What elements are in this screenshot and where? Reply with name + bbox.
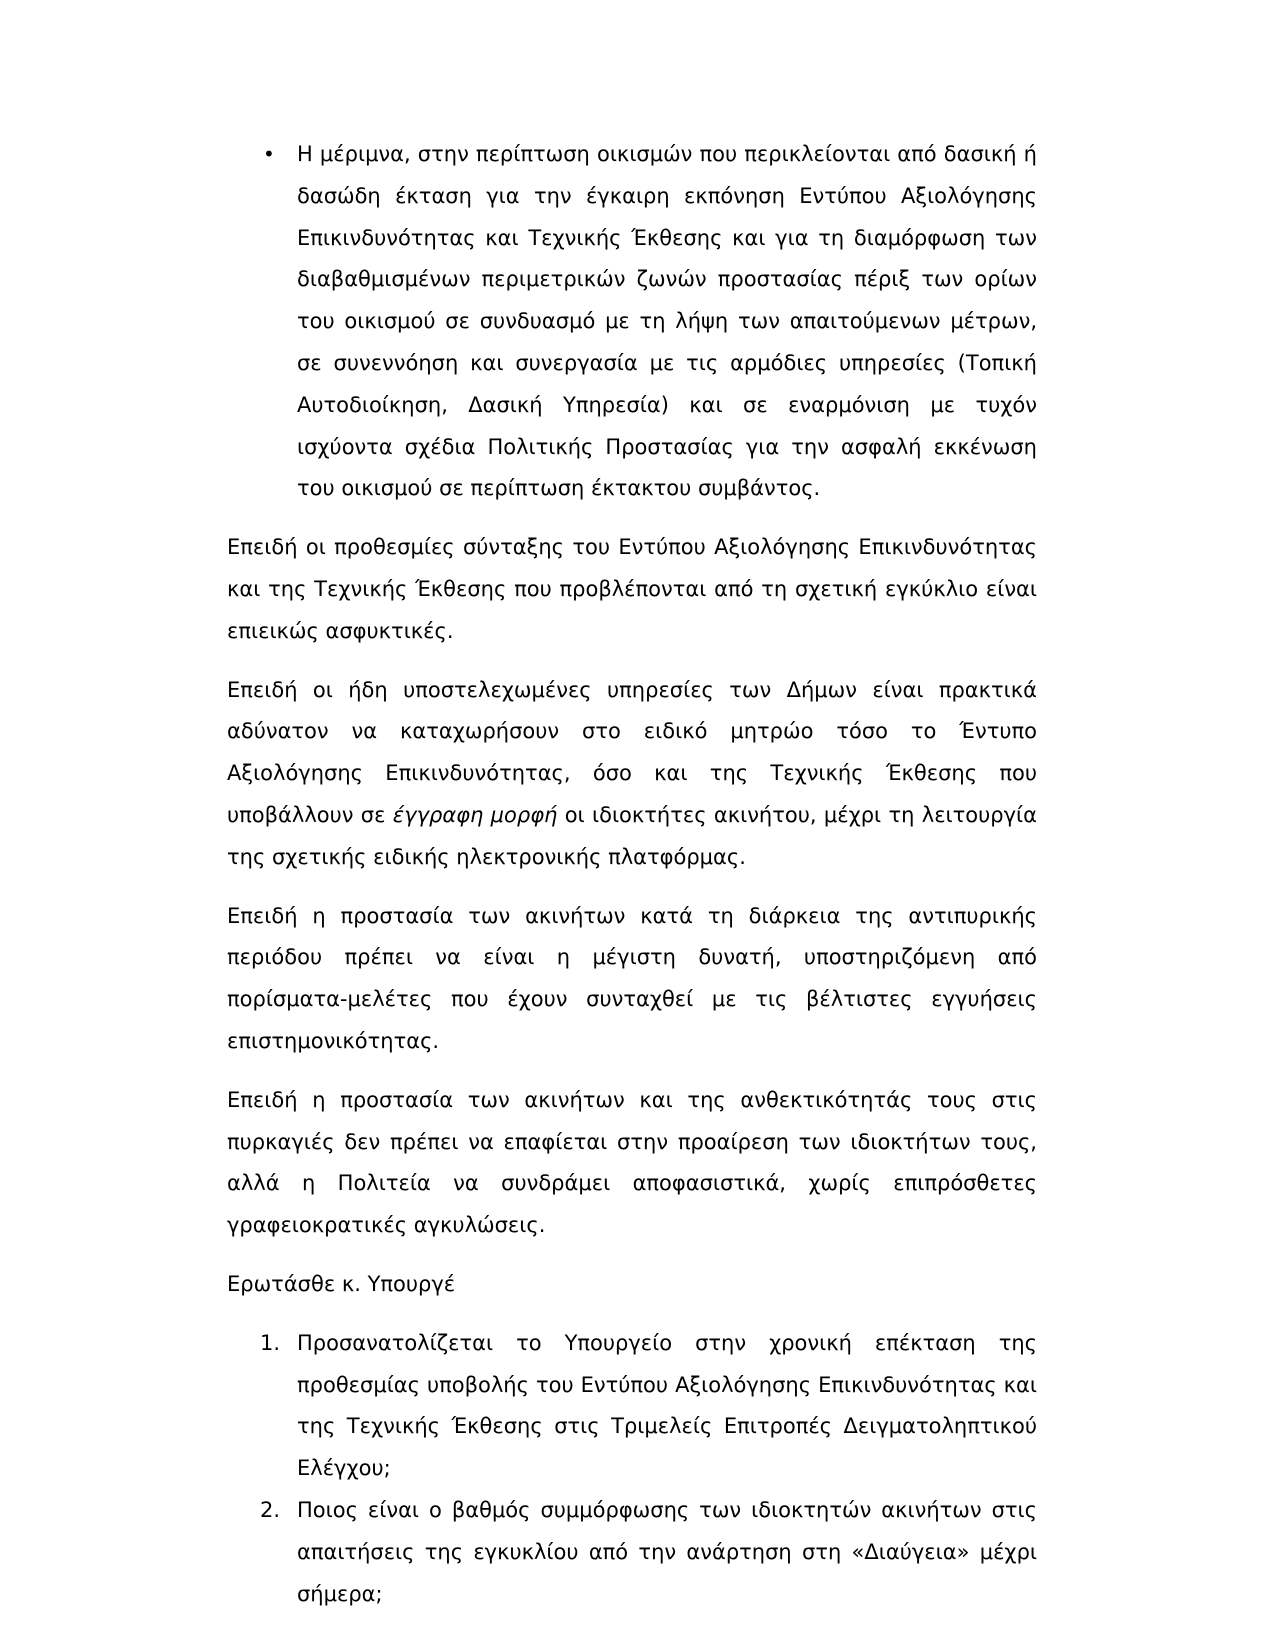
list-item <box>260 1490 1037 1615</box>
bullet-list <box>227 134 1037 510</box>
emphasized-text: έγγραφη μορφή <box>392 802 558 827</box>
questions-list <box>227 1323 1037 1616</box>
paragraph-protection-period: Επειδή η προστασία των ακινήτων κατά τη διάρκεια της αντιπυρικής περιόδου πρέπει να είναι η μέγιστη δυνατή, υποστηριζόμενη από πορίσματα-μελέτες που έχουν συνταχθεί με τις βέλτιστες εγγυήσεις επιστημονικότητας. <box>227 903 1037 1053</box>
question-text: Ποιος είναι ο βαθμός συμμόρφωσης των ιδιοκτητών ακινήτων στις απαιτήσεις της εγκυκλίου από την ανάρτηση στη «Διαύγεια» μέχρι σήμερα; <box>297 1497 1037 1606</box>
bullet-text: Η μέριμνα, στην περίπτωση οικισμών που περικλείονται από δασική ή δασώδη έκταση για την έγκαιρη εκπόνηση Εντύπου Αξιολόγησης Επικινδυνότητας και Τεχνικής Έκθεσης και για τη διαμόρφωση των διαβαθμισμένων περιμετρικών ζωνών προστασίας πέριξ των ορίων του οικισμού σε συνδυασμό με τη λήψη των απαιτούμενων μέτρων, σε συνεννόηση και συνεργασία με τις αρμόδιες υπηρεσίες (Τοπική Αυτοδιοίκηση, Δασική Υπηρεσία) και σε εναρμόνιση με τυχόν ισχύοντα σχέδια Πολιτικής Προστασίας για την ασφαλή εκκένωση του οικισμού σε περίπτωση έκτακτου συμβάντος. <box>297 142 1037 501</box>
list-item <box>260 1323 1037 1490</box>
paragraph-text: οι ιδιοκτήτες ακινήτου, μέχρι τη λειτουργία της σχετικής ειδικής ηλεκτρονικής πλατφόρμας. <box>227 802 1038 869</box>
document-page <box>227 134 1037 1615</box>
question-number: 2. <box>260 1497 281 1522</box>
question-text: Προσανατολίζεται το Υπουργείο στην χρονική επέκταση της προθεσμίας υποβολής του Εντύπου Αξιολόγησης Επικινδυνότητας και της Τεχνικής Έκθεσης στις Τριμελείς Επιτροπές Δειγματοληπτικού Ελέγχου; <box>297 1330 1037 1481</box>
paragraph-text: Επειδή οι ήδη υποστελεχωμένες υπηρεσίες των Δήμων είναι πρακτικά αδύνατον να καταχωρήσουν στο ειδικό μητρώο τόσο το Έντυπο Αξιολόγησης Επικινδυνότητας, όσο και της Τεχνικής Έκθεσης που υποβάλλουν σε <box>227 677 1037 827</box>
paragraph-deadlines: Επειδή οι προθεσμίες σύνταξης του Εντύπου Αξιολόγησης Επικινδυνότητας και της Τεχνικής Έκθεσης που προβλέπονται από τη σχετική εγκύκλιο είναι επιεικώς ασφυκτικές. <box>227 535 1037 643</box>
bullet-icon: • <box>263 142 275 166</box>
paragraph-resilience: Επειδή η προστασία των ακινήτων και της ανθεκτικότητάς τους στις πυρκαγιές δεν πρέπει να επαφίεται στην προαίρεση των ιδιοκτήτων τους, αλλά η Πολιτεία να συνδράμει αποφασιστικά, χωρίς επιπρόσθετες γραφειοκρατικές αγκυλώσεις. <box>227 1087 1037 1238</box>
list-item <box>263 134 1037 510</box>
paragraph-municipal-services <box>227 670 1037 879</box>
question-intro: Ερωτάσθε κ. Υπουργέ <box>227 1271 456 1296</box>
question-number: 1. <box>260 1330 281 1355</box>
